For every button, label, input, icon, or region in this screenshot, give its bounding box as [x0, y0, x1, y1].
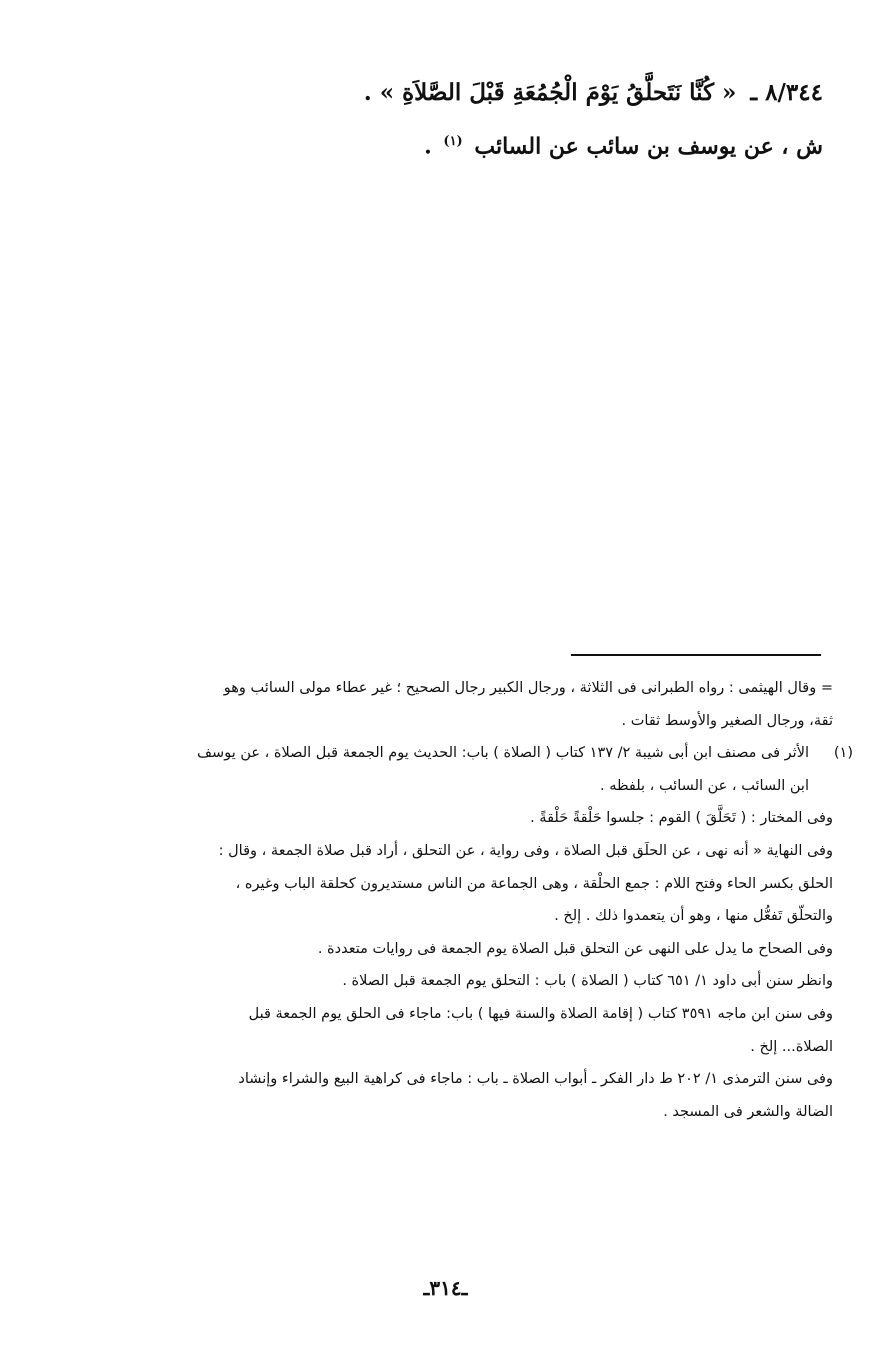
footnote-reference[interactable]: (١)	[443, 134, 463, 149]
hadith-line	[63, 72, 823, 114]
footnote-1	[58, 737, 853, 802]
footnote-1-line-1: الأثر فى مصنف ابن أبى شيبة ٢/ ١٣٧ كتاب ( الصلاة ) باب: الحديث يوم الجمعة قبل الصلاة ، عن يوسف	[197, 745, 809, 762]
footnote-ibn-majah-line-1: وفى سنن ابن ماجه ٣٥٩١ كتاب ( إقامة الصلاة والسنة فيها ) باب: ماجاء فى الحلق يوم الجمعة قبل	[248, 1005, 833, 1022]
footnote-ibn-majah	[58, 998, 833, 1063]
footnote-nihaya-line-1: وفى النهاية « أنه نهى ، عن الحلَق قبل الصلاة ، وفى رواية ، عن التحلق ، أراد قبل صلاة الجمعة ، وقال :	[218, 842, 833, 859]
hadith-source	[63, 120, 823, 168]
footnote-nihaya-line-2: الحلق بكسر الحاء وفتح اللام : جمع الحلْقة ، وهى الجماعة من الناس مستديرون كحلقة الباب وغيره ،	[235, 875, 833, 892]
page-number: ـ٣١٤ـ	[423, 1276, 468, 1300]
footnote-sihah: وفى الصحاح ما يدل على النهى عن التحلق قبل الصلاة يوم الجمعة فى روايات متعددة .	[317, 940, 833, 957]
footnote-tirmidhi-line-2: الضالة والشعر فى المسجد .	[663, 1103, 833, 1120]
footnote-tirmidhi-line-1: وفى سنن الترمذى ١/ ٢٠٢ ط دار الفكر ـ أبواب الصلاة ـ باب : ماجاء فى كراهية البيع والشراء وإنشاد	[238, 1071, 833, 1088]
source-period: .	[424, 133, 432, 160]
footnote-nihaya	[58, 835, 833, 933]
footnote-mukhtar: وفى المختار : ( تَحَلَّقَ ) القوم : جلسوا حَلْقةً حَلْقةً .	[530, 810, 833, 827]
footnote-continuation	[58, 672, 833, 737]
footnote-continuation-line-1: = وقال الهيثمى : رواه الطبرانى فى الثلاثة ، ورجال الكبير رجال الصحيح ؛ غير عطاء مولى السائب وهو	[223, 680, 833, 696]
footnote-nihaya-line-3: والتحلّق تَفعُّل منها ، وهو أن يتعمدوا ذلك . إلخ .	[554, 908, 833, 925]
footnote-abu-dawud: وانظر سنن أبى داود ١/ ٦٥١ كتاب ( الصلاة ) باب : التحلق يوم الجمعة قبل الصلاة .	[342, 973, 833, 990]
footnote-continuation-line-2: ثقة، ورجال الصغير والأوسط ثقات .	[621, 712, 833, 729]
source-text: ش ، عن يوسف بن سائب عن السائب	[474, 133, 823, 160]
footnote-1-marker: (١)	[833, 745, 853, 762]
hadith-number: ٨/٣٤٤ ـ	[750, 79, 823, 106]
footnote-ibn-majah-line-2: الصلاة... إلخ .	[750, 1038, 833, 1055]
main-text	[63, 72, 823, 168]
footnote-separator	[571, 654, 821, 656]
footnote-1-line-2: ابن السائب ، عن السائب ، بلفظه .	[599, 777, 809, 794]
footnotes	[58, 672, 853, 1128]
footnote-tirmidhi	[58, 1063, 833, 1128]
hadith-text: « كُنَّا نَتَحلَّقُ يَوْمَ الْجُمُعَةِ قَبْلَ الصَّلاَةِ » .	[363, 79, 737, 106]
